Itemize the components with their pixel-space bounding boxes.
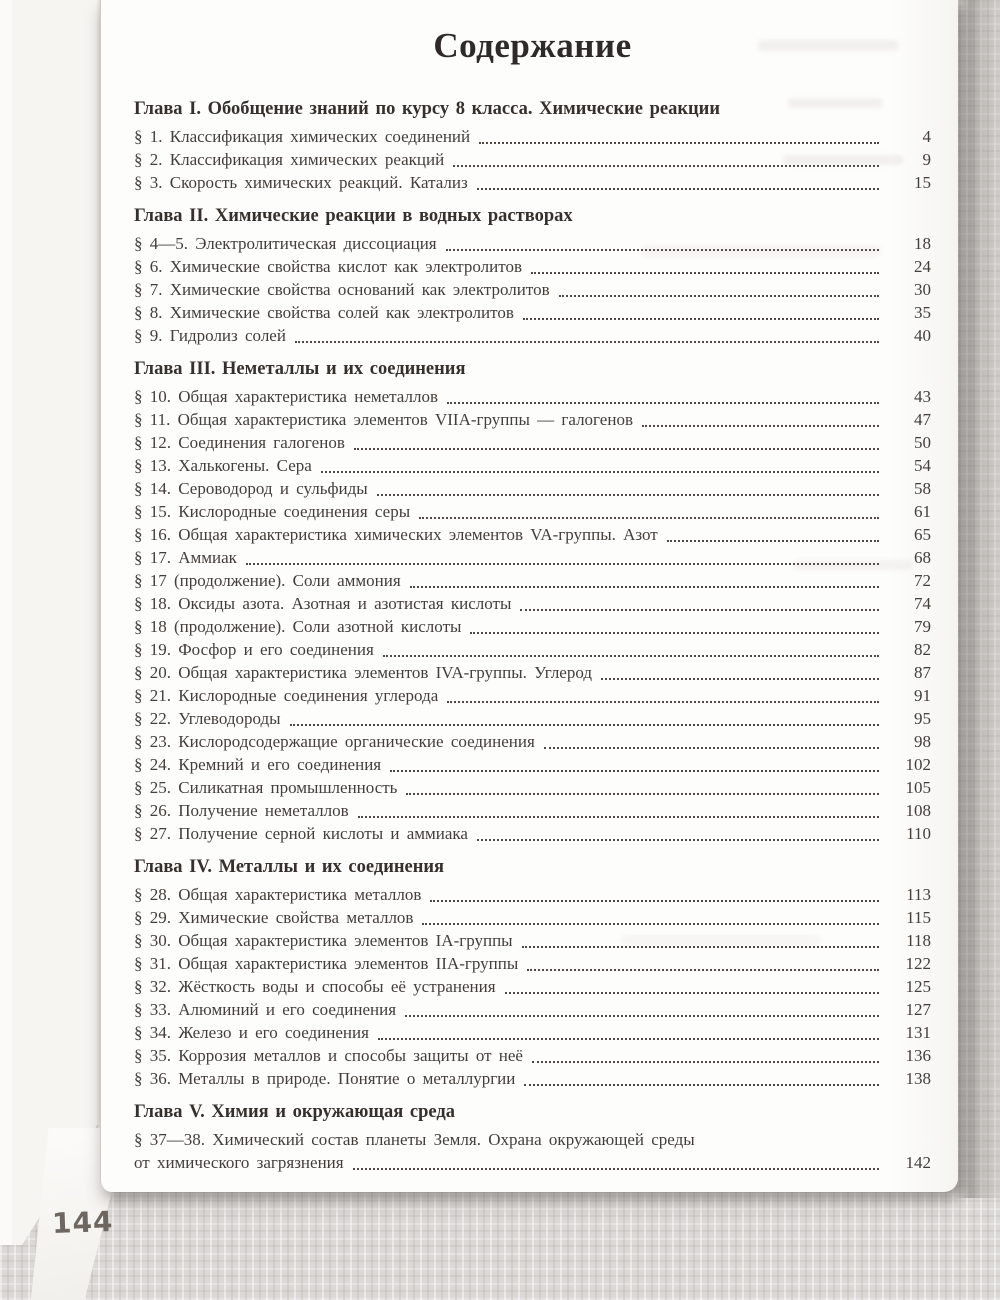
toc-entry (134, 125, 931, 148)
entry-page-number: 18 (914, 234, 931, 253)
chapter-heading: Глава I. Обобщение знаний по курсу 8 класса. Химические реакции (134, 99, 720, 119)
entry-page-number: 65 (914, 525, 931, 544)
bleed-through-smudge (621, 935, 821, 945)
toc-entry (134, 431, 931, 454)
entry-page-number: 102 (905, 755, 931, 774)
page-title: Содержание (433, 26, 632, 65)
entry-page-number: 110 (906, 824, 931, 843)
toc-entry (134, 569, 931, 592)
entry-page-number: 9 (922, 150, 931, 169)
entry-label: § 16. Общая характеристика химических элементов VA-группы. Азот (134, 525, 658, 544)
bleed-through-smudge (641, 245, 881, 257)
dotted-leader (532, 1061, 879, 1063)
entry-label-line2: от химического загрязнения (134, 1153, 344, 1172)
entry-page-number: 91 (914, 686, 931, 705)
toc-entry (134, 278, 931, 301)
dotted-leader (354, 448, 879, 450)
spine-shadow (954, 0, 1000, 1198)
toc-page (100, 0, 958, 1192)
dotted-leader (422, 923, 879, 925)
dotted-leader (531, 272, 879, 274)
entry-label: § 25. Силикатная промышленность (134, 778, 398, 797)
entry-label: § 9. Гидролиз солей (134, 326, 286, 345)
entry-label: § 18 (продолжение). Соли азотной кислоты (134, 617, 462, 636)
entry-label: § 34. Железо и его соединения (134, 1023, 369, 1042)
entry-page-number: 47 (914, 410, 931, 429)
dotted-leader (520, 609, 879, 611)
entry-page-number: 98 (914, 732, 931, 751)
dotted-leader (559, 295, 879, 297)
entry-page-number: 122 (905, 954, 931, 973)
entry-page-number: 125 (905, 977, 931, 996)
entry-page-number: 136 (905, 1046, 931, 1065)
entry-label: § 11. Общая характеристика элементов VIIA-группы — галогенов (134, 410, 633, 429)
toc-entry (134, 638, 931, 661)
toc-entry (134, 1067, 931, 1090)
toc-entry (134, 408, 931, 431)
entry-label: § 7. Химические свойства оснований как электролитов (134, 280, 550, 299)
dotted-leader (390, 770, 879, 772)
entry-label: § 1. Классификация химических соединений (134, 127, 471, 146)
entry-page-number: 95 (914, 709, 931, 728)
entry-page-number: 108 (905, 801, 931, 820)
dotted-leader (447, 402, 879, 404)
dotted-leader (601, 678, 879, 680)
entry-label: § 13. Халькогены. Сера (134, 456, 312, 475)
entry-label: § 36. Металлы в природе. Понятие о металлургии (134, 1069, 516, 1088)
entry-page-number: 61 (914, 502, 931, 521)
dotted-leader (527, 969, 879, 971)
chapter-heading: Глава III. Неметаллы и их соединения (134, 359, 466, 379)
entry-page-number: 115 (906, 908, 931, 927)
entry-label: § 30. Общая характеристика элементов IA-группы (134, 931, 513, 950)
entry-label: § 27. Получение серной кислоты и аммиака (134, 824, 468, 843)
dotted-leader (290, 724, 879, 726)
dotted-leader (246, 563, 879, 565)
entry-page-number: 35 (914, 303, 931, 322)
entry-label: § 17. Аммиак (134, 548, 237, 567)
dotted-leader (524, 1084, 879, 1086)
entry-label: § 10. Общая характеристика неметаллов (134, 387, 438, 406)
chapter-heading: Глава V. Химия и окружающая среда (134, 1102, 455, 1122)
bleed-through-smudge (788, 98, 883, 108)
underlying-page-edge (0, 0, 100, 1245)
toc-entry (134, 952, 931, 975)
dotted-leader (378, 1038, 879, 1040)
dotted-leader (667, 540, 879, 542)
entry-label: § 37—38. Химический состав планеты Земля. Охрана окружающей среды (134, 1130, 695, 1149)
toc-entry (134, 615, 931, 638)
toc-entry (134, 255, 931, 278)
dotted-leader (447, 701, 879, 703)
entry-label: § 8. Химические свойства солей как электролитов (134, 303, 514, 322)
dotted-leader (383, 655, 879, 657)
dotted-leader (353, 1168, 879, 1170)
entry-page-number: 82 (914, 640, 931, 659)
chapter-entries (134, 883, 931, 1090)
toc-entry (134, 1021, 931, 1044)
toc-entry (134, 661, 931, 684)
entry-label: § 12. Соединения галогенов (134, 433, 345, 452)
dotted-leader (544, 747, 879, 749)
entry-page-number: 131 (905, 1023, 931, 1042)
entry-label: § 15. Кислородные соединения серы (134, 502, 411, 521)
page-number: 144 (51, 1204, 115, 1241)
toc-entry (134, 776, 931, 799)
toc-entry (134, 523, 931, 546)
entry-page-number: 40 (914, 326, 931, 345)
entry-label: § 3. Скорость химических реакций. Катализ (134, 173, 468, 192)
entry-page-number: 118 (906, 931, 931, 950)
entry-page-number: 68 (914, 548, 931, 567)
dotted-leader (377, 494, 879, 496)
toc-entry (134, 975, 931, 998)
toc-entry (134, 1128, 931, 1174)
dotted-leader (470, 632, 879, 634)
dotted-leader (479, 142, 879, 144)
entry-label: § 22. Углеводороды (134, 709, 281, 728)
dotted-leader (477, 188, 879, 190)
dotted-leader (321, 471, 879, 473)
dotted-leader (358, 816, 879, 818)
dotted-leader (430, 900, 879, 902)
entry-label: § 33. Алюминий и его соединения (134, 1000, 397, 1019)
toc-entry (134, 1044, 931, 1067)
dotted-leader (523, 318, 879, 320)
entry-label: § 31. Общая характеристика элементов IIA-группы (134, 954, 519, 973)
dotted-leader (642, 425, 879, 427)
entry-page-number: 4 (922, 127, 931, 146)
toc-entry (134, 822, 931, 845)
toc-entry (134, 883, 931, 906)
toc-entry (134, 998, 931, 1021)
toc-entry (134, 906, 931, 929)
chapter-heading: Глава II. Химические реакции в водных растворах (134, 206, 573, 226)
toc-entry (134, 324, 931, 347)
toc-entry (134, 301, 931, 324)
entry-label: § 18. Оксиды азота. Азотная и азотистая кислоты (134, 594, 512, 613)
toc-entry (134, 454, 931, 477)
entry-label: § 6. Химические свойства кислот как электролитов (134, 257, 522, 276)
toc-chapter (134, 96, 931, 194)
dotted-leader (405, 1015, 879, 1017)
entry-label: § 24. Кремний и его соединения (134, 755, 382, 774)
entry-label: § 21. Кислородные соединения углерода (134, 686, 439, 705)
entry-label: § 20. Общая характеристика элементов IVA-группы. Углерод (134, 663, 593, 682)
toc-entry (134, 799, 931, 822)
entry-page-number: 105 (905, 778, 931, 797)
dotted-leader (406, 793, 879, 795)
chapter-entries (134, 385, 931, 845)
toc (134, 96, 931, 1174)
entry-page-number: 30 (914, 280, 931, 299)
bleed-through-smudge (793, 560, 913, 570)
entry-label: § 32. Жёсткость воды и способы её устранения (134, 977, 496, 996)
entry-page-number: 74 (914, 594, 931, 613)
entry-page-number: 24 (914, 257, 931, 276)
entry-label: § 26. Получение неметаллов (134, 801, 349, 820)
toc-entry (134, 477, 931, 500)
entry-label: § 14. Сероводород и сульфиды (134, 479, 368, 498)
dotted-leader (295, 341, 879, 343)
entry-label: § 17 (продолжение). Соли аммония (134, 571, 401, 590)
toc-chapter (134, 854, 931, 1090)
toc-chapter (134, 356, 931, 845)
dotted-leader (419, 517, 879, 519)
entry-label: § 4—5. Электролитическая диссоциация (134, 234, 437, 253)
bleed-through-smudge (758, 40, 898, 51)
entry-page-number: 138 (905, 1069, 931, 1088)
entry-label: § 2. Классификация химических реакций (134, 150, 445, 169)
dotted-leader (522, 946, 879, 948)
entry-page-number: 87 (914, 663, 931, 682)
toc-entry (134, 171, 931, 194)
toc-entry (134, 753, 931, 776)
chapter-heading: Глава IV. Металлы и их соединения (134, 857, 445, 877)
entry-page-number: 50 (914, 433, 931, 452)
entry-page-number: 142 (905, 1153, 931, 1172)
toc-entry (134, 684, 931, 707)
entry-label: § 35. Коррозия металлов и способы защиты от неё (134, 1046, 523, 1065)
toc-chapter (134, 1099, 931, 1174)
toc-entry (134, 592, 931, 615)
toc-entry (134, 707, 931, 730)
toc-entry (134, 500, 931, 523)
bleed-through-smudge (783, 155, 903, 165)
entry-label: § 19. Фосфор и его соединения (134, 640, 374, 659)
dotted-leader (505, 992, 879, 994)
entry-page-number: 43 (914, 387, 931, 406)
entry-label: § 29. Химические свойства металлов (134, 908, 414, 927)
entry-label: § 28. Общая характеристика металлов (134, 885, 422, 904)
entry-page-number: 127 (905, 1000, 931, 1019)
entry-page-number: 54 (914, 456, 931, 475)
entry-page-number: 79 (914, 617, 931, 636)
chapter-entries (134, 1128, 931, 1174)
entry-page-number: 15 (914, 173, 931, 192)
dotted-leader (453, 165, 879, 167)
entry-label: § 23. Кислородсодержащие органические соединения (134, 732, 535, 751)
toc-entry (134, 385, 931, 408)
entry-page-number: 113 (906, 885, 931, 904)
dotted-leader (410, 586, 879, 588)
dotted-leader (477, 839, 879, 841)
entry-page-number: 58 (914, 479, 931, 498)
entry-page-number: 72 (914, 571, 931, 590)
toc-entry (134, 730, 931, 753)
toc-chapter (134, 203, 931, 347)
